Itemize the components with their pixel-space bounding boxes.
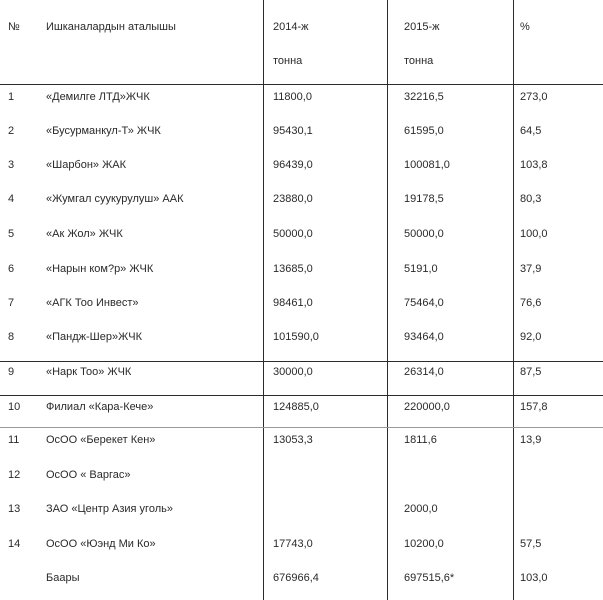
row-7-2015: 75464,0 [404, 297, 444, 309]
row-11-number: 11 [8, 434, 20, 446]
row-2-name: «Бусурманкул-Т» ЖЧК [46, 125, 161, 137]
row-14-2014: 17743,0 [273, 538, 313, 550]
row-9-2015: 26314,0 [404, 366, 444, 378]
row-8-number: 8 [8, 331, 15, 343]
row-8-2015: 93464,0 [404, 331, 444, 343]
row-10-number: 10 [8, 401, 21, 413]
row-7-percent: 76,6 [520, 297, 542, 309]
row-8-2014: 101590,0 [273, 331, 319, 343]
row-9-percent: 87,5 [520, 366, 542, 378]
row-divider [0, 361, 603, 362]
row-14-percent: 57,5 [520, 538, 542, 550]
row-3-2015: 100081,0 [404, 159, 450, 171]
row-2-percent: 64,5 [520, 125, 542, 137]
header-number: № [8, 21, 20, 33]
row-6-percent: 37,9 [520, 263, 542, 275]
header-2014-unit: тонна [273, 55, 303, 67]
row-6-2014: 13685,0 [273, 263, 313, 275]
row-12-name: ОсОО « Варгас» [46, 469, 131, 481]
header-name: Ишканалардын аталышы [46, 21, 176, 33]
header-2014: 2014-ж [273, 21, 309, 33]
row-4-number: 4 [8, 193, 15, 205]
row-2-2015: 61595,0 [404, 125, 444, 137]
row-divider [0, 427, 603, 428]
row-8-percent: 92,0 [520, 331, 542, 343]
row-4-2014: 23880,0 [273, 193, 313, 205]
row-2-number: 2 [8, 125, 15, 137]
row-2-2014: 95430,1 [273, 125, 313, 137]
row-10-2015: 220000,0 [404, 401, 450, 413]
row-1-2015: 32216,5 [404, 91, 444, 103]
row-5-name: «Ак Жол» ЖЧК [46, 228, 123, 240]
row-1-percent: 273,0 [520, 91, 548, 103]
header-2015: 2015-ж [404, 21, 440, 33]
column-rule [263, 0, 264, 600]
row-5-number: 5 [8, 228, 15, 240]
column-rule [513, 0, 514, 600]
row-divider [0, 395, 603, 396]
header-2015-unit: тонна [404, 55, 434, 67]
row-7-2014: 98461,0 [273, 297, 313, 309]
row-9-number: 9 [8, 366, 15, 378]
row-9-name: «Нарк Тоо» ЖЧК [46, 366, 132, 378]
row-10-percent: 157,8 [520, 401, 548, 413]
row-4-name: «Жумгал суукурулуш» ААК [46, 193, 184, 205]
row-7-number: 7 [8, 297, 15, 309]
total-2015: 697515,6* [404, 572, 455, 584]
row-6-name: «Нарын ком?р» ЖЧК [46, 263, 154, 275]
total-2014: 676966,4 [273, 572, 319, 584]
row-13-2015: 2000,0 [404, 503, 438, 515]
total-label: Баары [46, 572, 80, 584]
row-6-number: 6 [8, 263, 15, 275]
row-4-2015: 19178,5 [404, 193, 444, 205]
row-14-number: 14 [8, 538, 21, 550]
row-14-2015: 10200,0 [404, 538, 444, 550]
row-14-name: ОсОО «Юэнд Ми Ко» [46, 538, 156, 550]
row-3-2014: 96439,0 [273, 159, 313, 171]
row-1-name: «Демилге ЛТД»ЖЧК [46, 91, 150, 103]
row-5-2014: 50000,0 [273, 228, 313, 240]
row-3-percent: 103,8 [520, 159, 548, 171]
row-13-number: 13 [8, 503, 21, 515]
row-10-name: Филиал «Кара-Кече» [46, 401, 154, 413]
row-7-name: «АГК Тоо Инвест» [46, 297, 139, 309]
column-rule [387, 0, 388, 600]
row-13-name: ЗАО «Центр Азия уголь» [46, 503, 173, 515]
row-12-number: 12 [8, 469, 21, 481]
total-percent: 103,0 [520, 572, 548, 584]
row-3-name: «Шарбон» ЖАК [46, 159, 127, 171]
row-11-percent: 13,9 [520, 434, 542, 446]
row-11-name: ОсОО «Берекет Кен» [46, 434, 156, 446]
row-3-number: 3 [8, 159, 15, 171]
row-1-2014: 11800,0 [273, 91, 312, 103]
row-5-2015: 50000,0 [404, 228, 444, 240]
row-6-2015: 5191,0 [404, 263, 438, 275]
row-8-name: «Пандж-Шер»ЖЧК [46, 331, 142, 343]
row-11-2015: 1811,6 [404, 434, 437, 446]
header-percent: % [520, 21, 530, 33]
row-11-2014: 13053,3 [273, 434, 313, 446]
row-1-number: 1 [8, 91, 15, 103]
row-10-2014: 124885,0 [273, 401, 319, 413]
row-4-percent: 80,3 [520, 193, 542, 205]
row-5-percent: 100,0 [520, 228, 548, 240]
row-9-2014: 30000,0 [273, 366, 313, 378]
header-divider [0, 84, 603, 85]
